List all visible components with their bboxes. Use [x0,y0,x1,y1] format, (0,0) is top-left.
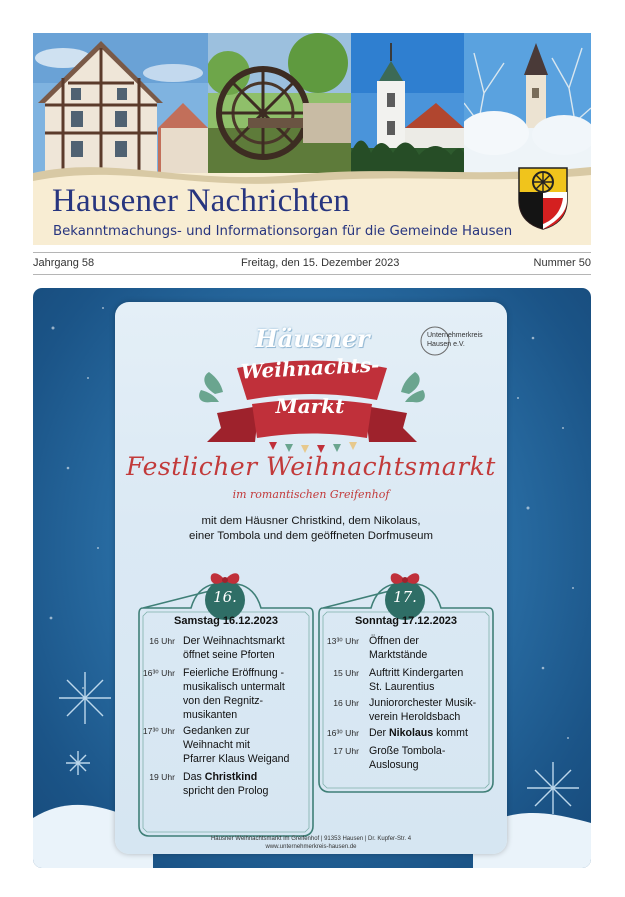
day2-event5-line1: Große Tombola- [369,745,446,757]
day2-event3-line1: Juniororchester Musik- [369,697,477,709]
day2-event3-time: 16 Uhr [333,698,359,708]
day2-event1-time: 13³⁰ Uhr [326,636,359,646]
intro-line-2: einer Tombola und dem geöffneten Dorfmuseum [189,530,433,542]
logo-haeusner: Häusner [255,324,370,353]
day2-event1-line1: Öffnen der [369,635,419,647]
day2-badge-number: 17. [393,588,417,606]
day1-event2-line2: musikalisch untermalt [183,681,285,693]
day1-event2-desc [183,666,285,722]
issue-date: Freitag, den 15. Dezember 2023 [241,257,400,269]
day1-event2-line4: musikanten [183,709,238,721]
poster-footer-url: www.unternehmerkreis-hausen.de [265,843,357,850]
day1-event4-bold: Christkind [204,771,258,783]
day1-event1-line1: Der Weihnachtsmarkt [183,635,285,647]
day1-event4-desc [183,770,268,798]
christmas-market-poster [33,288,591,868]
day2-event4-desc [369,726,468,740]
day2-event2-time: 15 Uhr [333,668,359,678]
day2-event3-desc [369,696,476,724]
day2-event2-line1: Auftritt Kindergarten [369,667,464,679]
day2-event5-line2: Auslosung [369,759,419,771]
poster-headline: Festlicher Weihnachtsmarkt [126,452,496,481]
day1-event3-line1: Gedanken zur [183,725,250,737]
day2-title: Sonntag 17.12.2023 [354,615,458,627]
day1-event2-line1: Feierliche Eröffnung - [183,667,285,679]
intro-line-1: mit dem Häusner Christkind, dem Nikolaus, [201,515,421,527]
day1-event1-time: 16 Uhr [149,636,175,646]
issue-volume: Jahrgang 58 [33,257,95,269]
day2-event5-desc [369,744,445,772]
day1-event3-time: 17³⁰ Uhr [142,726,175,736]
newspaper-title: Hausener Nachrichten [52,183,351,219]
issue-number: Nummer 50 [533,257,591,269]
logo-weihnachts: Weihnachts- [240,352,380,384]
poster-card [115,302,507,854]
day2-event4-post: kommt [433,727,468,739]
day1-event4-time: 19 Uhr [149,772,175,782]
newspaper-subtitle: Bekanntmachungs- und Informationsorgan für die Gemeinde Hausen [53,224,513,239]
logo-markt: Markt [275,394,345,418]
day2-event5-time: 17 Uhr [333,746,359,756]
day2-event1-desc [369,634,427,662]
day1-event3-desc [183,724,289,766]
day2-event3-line2: verein Heroldsbach [369,711,461,723]
poster-footer-address: Häusner Weihnachtsmarkt im Greifenhof | 91353 Hausen | Dr. Kupfer-Str. 4 [210,836,412,842]
poster-intro [115,514,507,544]
day2-event4-pre: Der [369,727,390,739]
day1-event2-time: 16³⁰ Uhr [142,668,175,678]
masthead-banner [33,33,591,245]
day1-title: Samstag 16.12.2023 [174,615,278,627]
day1-event4-line1 [183,770,268,784]
coat-of-arms-icon [517,166,569,230]
poster-footer [115,836,507,851]
organizer-logo-text [427,331,483,349]
day1-event3-line3: Pfarrer Klaus Weigand [183,753,290,765]
organizer-logo-line1: Unternehmerkreis [427,332,483,339]
day1-badge-number: 16. [213,588,237,606]
organizer-logo-line2: Hausen e.V. [427,341,465,348]
day1-event4-pre: Das [183,771,205,783]
day1-event1-desc [183,634,285,662]
day1-event3-line2: Weihnacht mit [183,739,250,751]
poster-subheadline: im romantischen Greifenhof [232,488,390,501]
day1-event1-line2: öffnet seine Pforten [183,649,275,661]
issue-info-bar [33,252,591,275]
day1-event2-line3: von den Regnitz- [183,695,264,707]
day2-event2-desc [369,666,463,694]
day1-event4-line2: spricht den Prolog [183,785,269,797]
day2-event4-time: 16³⁰ Uhr [326,728,359,738]
day2-event4-bold: Nikolaus [389,727,434,739]
day2-event1-line2: Marktstände [369,649,428,661]
day2-event2-line2: St. Laurentius [369,681,435,693]
